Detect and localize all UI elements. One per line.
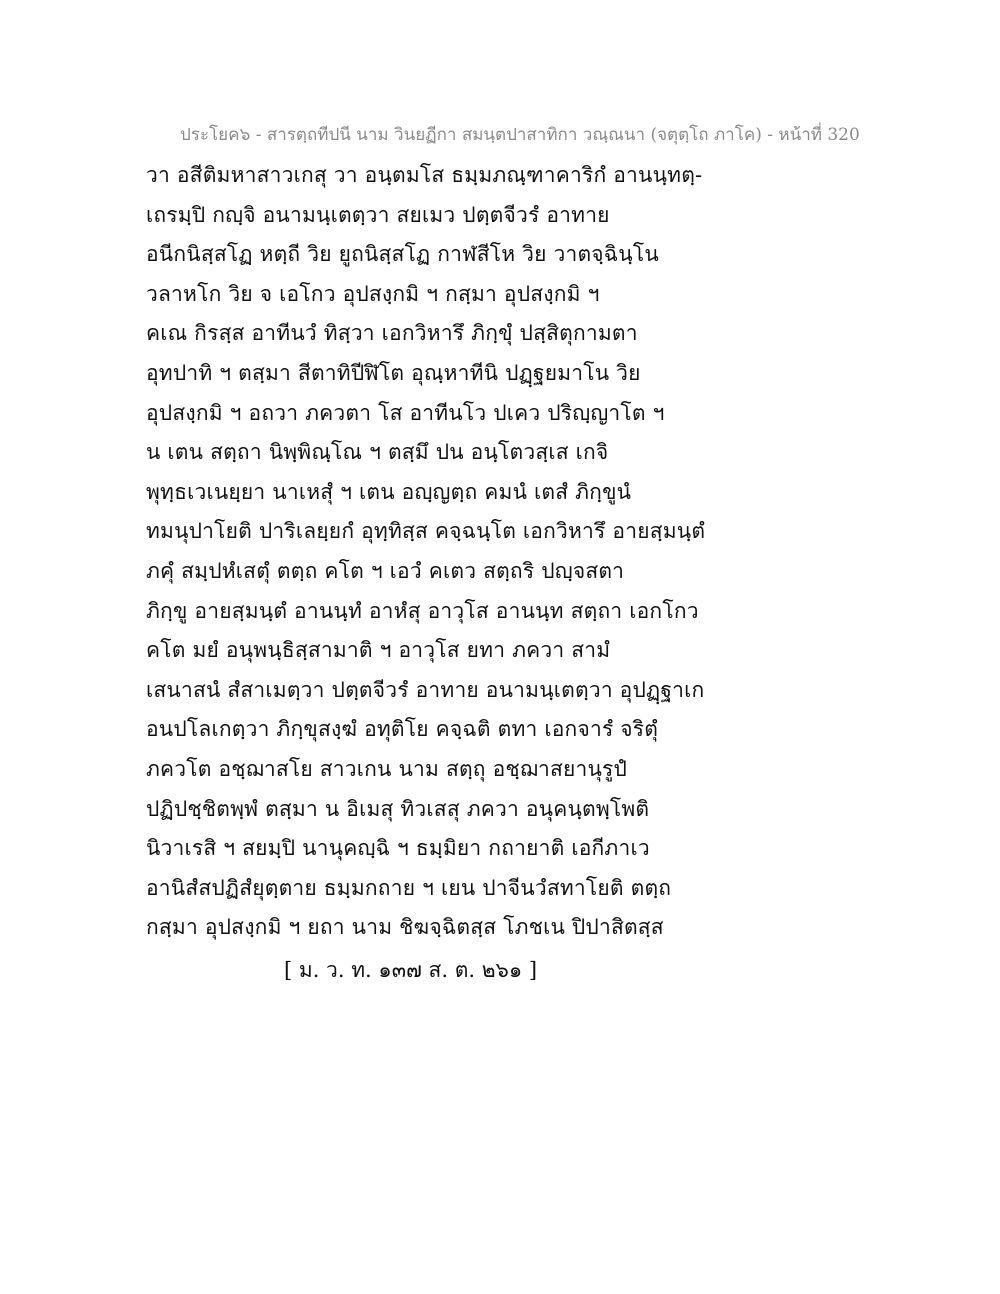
text-line: เสนาสนํ สํสาเมตฺวา ปตฺตจีวรํ อาทาย อนามนฺเตตฺวา อุปฏฺฐาเก (146, 677, 705, 702)
text-line: อุทปาทิ ฯ ตสฺมา สีตาทิปีฬิโต อุณฺหาทีนิ ปฏฺฐยมาโน วิย (146, 360, 641, 385)
text-line: พุทฺธเวเนยฺยา นาเหสุํ ฯ เตน อญฺญตฺถ คมนํ เตสํ ภิกฺขูนํ (146, 479, 632, 504)
body-text (146, 156, 766, 948)
text-line: อนปโลเกตฺวา ภิกฺขุสงฺฆํ อทุติโย คจฺฉติ ตทา เอกจารํ จริตุํ (146, 717, 659, 742)
text-line: วลาหโก วิย จ เอโกว อุปสงฺกมิ ฯ กสฺมา อุปสงฺกมิ ฯ (146, 281, 600, 306)
text-line: อานิสํสปฏิสํยุตฺตาย ธมฺมกถาย ฯ เยน ปาจีนวํสทาโยติ ตตฺถ (146, 875, 672, 900)
text-line: คโต มยํ อนุพนฺธิสฺสามาติ ฯ อาวุโส ยทา ภควา สามํ (146, 638, 611, 663)
text-line: คเณ กิรสฺส อาทีนวํ ทิสฺวา เอกวิหารึ ภิกฺขุํ ปสฺสิตุกามตา (146, 321, 638, 346)
text-line: ปฏิปชฺชิตพฺพํ ตสฺมา น อิเมสุ ทิวเสสุ ภควา อนุคนฺตพฺโพติ (146, 796, 650, 821)
text-line: ภคุํ สมฺปหํเสตุํ ตตฺถ คโต ฯ เอวํ คเตว สตฺถริ ปญฺจสตา (146, 558, 625, 583)
text-line: กสฺมา อุปสงฺกมิ ฯ ยถา นาม ชิฆจฺฉิตสฺส โภชเน ปิปาสิตสฺส (146, 915, 664, 940)
text-line: ภควโต อชฺฌาสโย สาวเกน นาม สตฺถุ อชฺฌาสยานุรูปํ (146, 756, 628, 781)
text-line: อุปสงฺกมิ ฯ อถวา ภควตา โส อาทีนโว ปเคว ปริญฺญาโต ฯ (146, 400, 665, 425)
text-line: เถรมฺปิ กญฺจิ อนามนฺเตตฺวา สยเมว ปตฺตจีวรํ อาทาย (146, 202, 610, 227)
text-line: อนีกนิสฺสโฏ หตฺถี วิย ยูถนิสฺสโฏ กาฬสีโห วิย วาตจฺฉินฺโน (146, 242, 659, 267)
text-line: ทมนุปาโยติ ปาริเลยฺยกํ อุทฺทิสฺส คจฺฉนฺโต เอกวิหารึ อายสฺมนฺตํ (146, 519, 706, 544)
footer-reference: [ ม. ว. ท. ๑๓๗ ส. ต. ๒๖๑ ] (284, 958, 538, 982)
text-line: นิวาเรสิ ฯ สยมฺปิ นานุคญฺฉิ ฯ ธมฺมิยา กถายาติ เอกีภาเว (146, 836, 650, 861)
text-line: น เตน สตฺถา นิพฺพิณฺโณ ฯ ตสฺมึ ปน อนฺโตวสฺเส เกจิ (146, 440, 609, 465)
page-header: ประโยค๖ - สารตฺถทีปนี นาม วินยฏีกา สมนฺตปาสาทิกา วณฺณนา (จตุตฺโถ ภาโค) - หน้าที่ 320 (180, 125, 860, 145)
text-line: วา อสีติมหาสาวเกสุ วา อนฺตมโส ธมฺมภณฺฑาคาริกํ อานนฺทตฺ- (146, 163, 703, 187)
text-line: ภิกฺขู อายสฺมนฺตํ อานนฺทํ อาหํสุ อาวุโส อานนฺท สตฺถา เอกโกว (146, 598, 699, 623)
